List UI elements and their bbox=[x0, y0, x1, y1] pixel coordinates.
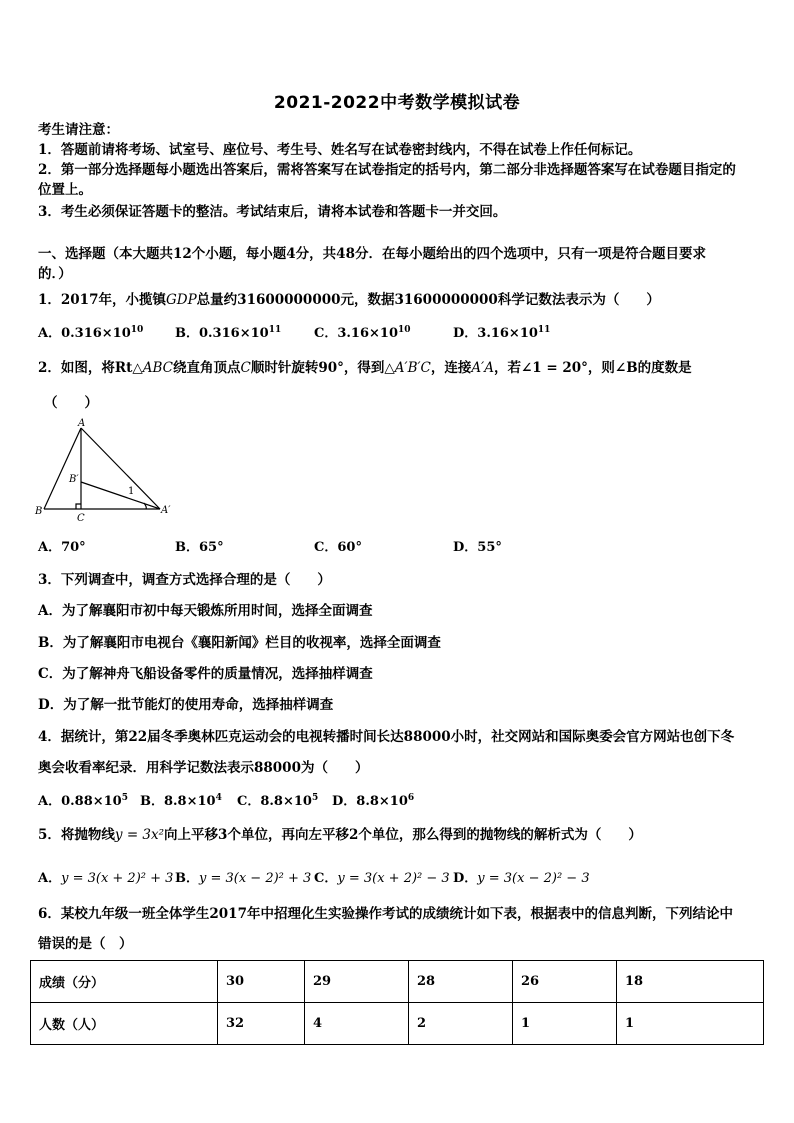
table-cell: 成绩（分） bbox=[31, 961, 218, 1003]
q3-option-d: D．为了解一批节能灯的使用寿命，选择抽样调查 bbox=[38, 697, 334, 713]
table-row bbox=[31, 961, 764, 1003]
q1-option-a: A．$0.316\times 10^{10}$ bbox=[38, 325, 144, 341]
table-cell: 28 bbox=[409, 961, 513, 1003]
question-6-stem-cont: 错误的是（ ） bbox=[38, 936, 133, 952]
label-c: C bbox=[77, 513, 85, 524]
question-3-stem: 3．下列调查中，调查方式选择合理的是（ ） bbox=[38, 572, 331, 588]
table-cell: 30 bbox=[218, 961, 305, 1003]
notice-item-2: 2．第一部分选择题每小题选出答案后，需将答案写在试卷指定的括号内，第二部分非选择题答案写在试卷题目指定的 bbox=[38, 162, 736, 178]
table-cell: 1 bbox=[617, 1003, 764, 1045]
segment-aa-prime bbox=[81, 428, 160, 509]
label-angle-1: 1 bbox=[128, 486, 135, 497]
section-header-cont: 的．） bbox=[38, 266, 72, 282]
q3-option-a: A．为了解襄阳市初中每天锻炼所用时间，选择全面调查 bbox=[38, 603, 373, 619]
triangle-figure bbox=[34, 418, 184, 526]
q4-option-c: C．$8.8\times 10^5$ bbox=[237, 793, 319, 809]
table-cell: 26 bbox=[513, 961, 617, 1003]
q1-option-c: C．$3.16\times 10^{10}$ bbox=[314, 325, 411, 341]
q4-option-d: D．$8.8\times 10^6$ bbox=[332, 793, 415, 809]
table-cell: 1 bbox=[513, 1003, 617, 1045]
q5-option-c: C．y = 3(x + 2)² − 3 bbox=[314, 871, 450, 886]
q1-option-d: D．$3.16\times 10^{11}$ bbox=[453, 325, 551, 341]
right-angle-mark bbox=[76, 504, 81, 509]
label-a-prime: A′ bbox=[161, 505, 171, 516]
q1-option-b: B．$0.316\times 10^{11}$ bbox=[175, 325, 282, 341]
label-b-prime: B′ bbox=[69, 474, 79, 485]
q4-option-b: B．$8.8\times 10^4$ bbox=[140, 793, 222, 809]
question-5-stem: 5．将抛物线y = 3x²向上平移3个单位，再向左平移2个单位，那么得到的抛物线的解析式为（ ） bbox=[38, 827, 642, 843]
q5-option-b: B．y = 3(x − 2)² + 3 bbox=[175, 871, 312, 886]
question-2-stem: 2．如图，将Rt△ABC绕直角顶点C顺时针旋转90°，得到△A′B′C，连接A′A，若∠1 = 20°，则∠B的度数是 bbox=[38, 360, 692, 376]
notice-item-3: 3．考生必须保证答题卡的整洁。考试结束后，请将本试卷和答题卡一并交回。 bbox=[38, 204, 507, 220]
notice-item-2-cont: 位置上。 bbox=[38, 182, 92, 198]
question-2-paren: （ ） bbox=[44, 395, 98, 411]
q2-option-c: C．60° bbox=[314, 540, 362, 555]
table-cell: 2 bbox=[409, 1003, 513, 1045]
table-cell: 人数（人） bbox=[31, 1003, 218, 1045]
label-b: B bbox=[35, 506, 43, 517]
q5-option-a: A．y = 3(x + 2)² + 3 bbox=[38, 871, 174, 886]
question-6-stem: 6．某校九年级一班全体学生2017年中招理化生实验操作考试的成绩统计如下表，根据表中的信息判断，下列结论中 bbox=[38, 906, 733, 922]
notice-item-1: 1．答题前请将考场、试室号、座位号、考生号、姓名写在试卷密封线内，不得在试卷上作任何标记。 bbox=[38, 142, 642, 158]
table-cell: 4 bbox=[305, 1003, 409, 1045]
q5-option-d: D．y = 3(x − 2)² − 3 bbox=[453, 871, 590, 886]
segment-ab bbox=[44, 428, 81, 509]
table-cell: 32 bbox=[218, 1003, 305, 1045]
notice-heading: 考生请注意： bbox=[38, 122, 119, 138]
question-1-stem: 1．2017年，小揽镇GDP总量约31600000000元，数据31600000000科学记数法表示为（ ） bbox=[38, 292, 660, 308]
q2-option-d: D．55° bbox=[453, 540, 502, 555]
q2-option-a: A．70° bbox=[38, 540, 86, 555]
q4-option-a: A．$0.88\times 10^5$ bbox=[38, 793, 128, 809]
q3-option-b: B．为了解襄阳市电视台《襄阳新闻》栏目的收视率，选择全面调查 bbox=[38, 635, 441, 651]
label-a: A bbox=[78, 418, 86, 429]
q2-option-b: B．65° bbox=[175, 540, 224, 555]
question-4-stem-cont: 奥会收看率纪录．用科学记数法表示88000为（ ） bbox=[38, 760, 369, 776]
q3-option-c: C．为了解神舟飞船设备零件的质量情况，选择抽样调查 bbox=[38, 666, 373, 682]
table-cell: 18 bbox=[617, 961, 764, 1003]
page-title: 2021-2022中考数学模拟试卷 bbox=[273, 93, 521, 113]
question-4-stem: 4．据统计，第22届冬季奥林匹克运动会的电视转播时间长达88000小时，社交网站和国际奥委会官方网站也创下冬 bbox=[38, 729, 735, 745]
score-table bbox=[30, 960, 764, 1045]
table-row bbox=[31, 1003, 764, 1045]
table-cell: 29 bbox=[305, 961, 409, 1003]
section-header: 一、选择题（本大题共12个小题，每小题4分，共48分．在每小题给出的四个选项中，只有一项是符合题目要求 bbox=[38, 246, 706, 262]
segment-b-prime-a-prime bbox=[81, 482, 160, 509]
